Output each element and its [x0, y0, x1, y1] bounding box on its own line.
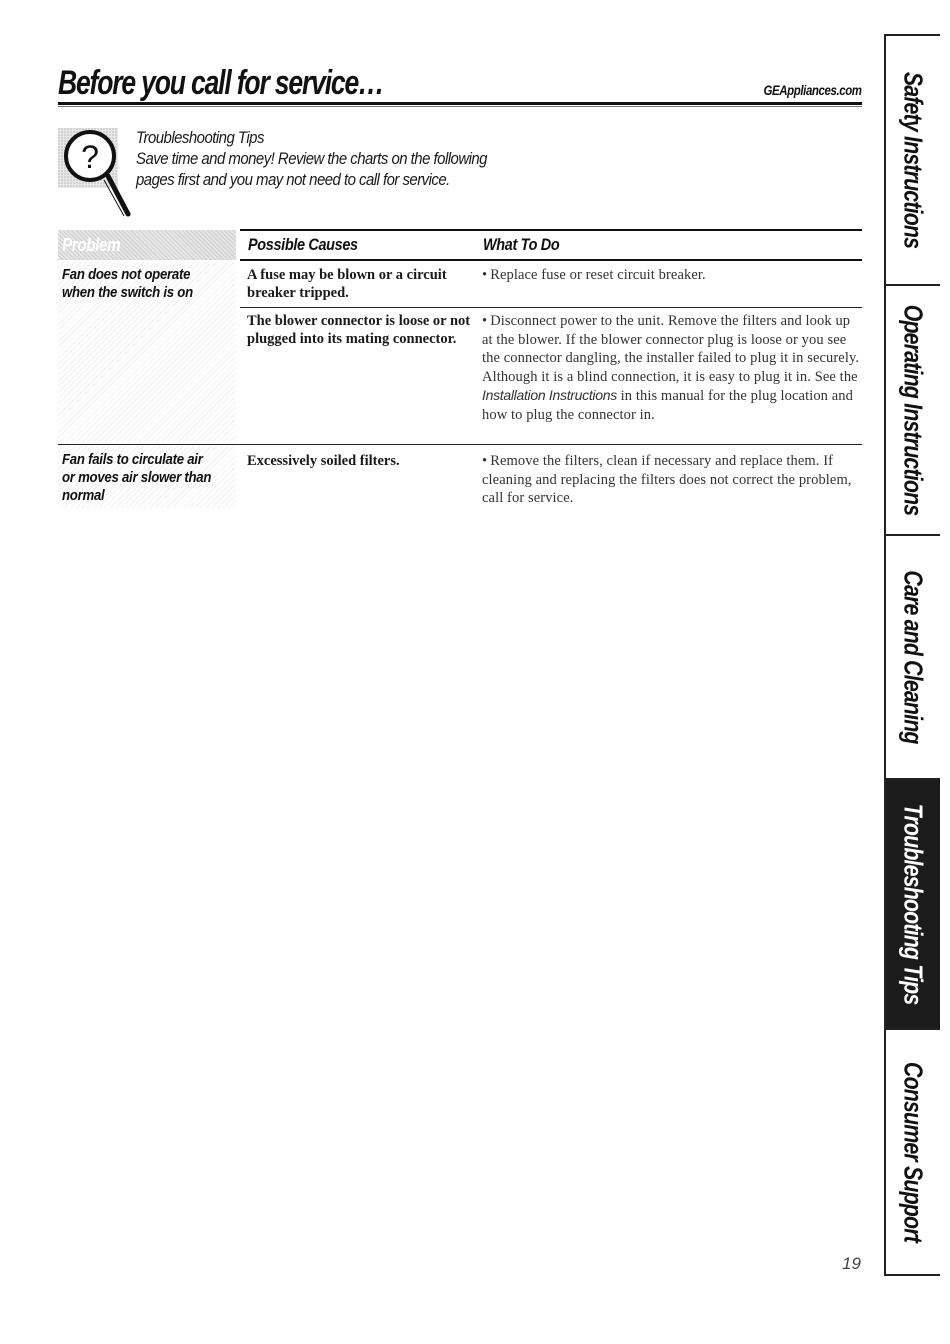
tab-troubleshooting-tips[interactable]	[884, 778, 940, 1030]
tab-label: Consumer Support	[898, 1062, 929, 1242]
tab-safety-instructions[interactable]	[884, 34, 940, 286]
problem-fan-not-operate: Fan does not operate when the switch is on	[62, 266, 193, 301]
header-rule-thin	[58, 106, 862, 107]
tab-care-and-cleaning[interactable]	[884, 534, 940, 780]
todo-remove-filters: • Remove the filters, clean if necessary and replace them. If cleaning and replacing the filters does not correct the problem, call for service.	[482, 453, 852, 507]
todo-text: Remove the filters, clean if necessary and replace them. If cleaning and replacing the filters does not correct the problem, call for service.	[482, 453, 852, 507]
tips-line-1: Save time and money! Review the charts on the following	[136, 149, 487, 168]
tab-consumer-support[interactable]	[884, 1028, 940, 1276]
header-under-rule	[240, 259, 862, 261]
todo-italic-ref: Installation Instructions	[482, 387, 617, 404]
problem-column-header	[58, 230, 236, 260]
row-divider	[240, 307, 862, 308]
tips-intro	[136, 127, 506, 190]
todo-text-end: in this manual for the plug location and how to plug the connector in.	[482, 388, 853, 423]
header-rule	[58, 102, 862, 105]
possible-causes-header: Possible Causes	[248, 235, 358, 254]
problem-header-label: Problem	[62, 235, 121, 255]
tab-label: Operating Instructions	[898, 304, 929, 516]
todo-text: Replace fuse or reset circuit breaker.	[490, 267, 706, 283]
todo-replace-fuse: • Replace fuse or reset circuit breaker.	[482, 267, 706, 283]
tab-operating-instructions[interactable]	[884, 284, 940, 536]
what-to-do-header: What To Do	[483, 235, 560, 254]
tips-heading: Troubleshooting Tips	[136, 128, 264, 147]
cause-soiled-filters: Excessively soiled filters.	[247, 453, 400, 469]
todo-text-start: Disconnect power to the unit. Remove the filters and look up at the blower. If the blower connector plug is loose or you see the connector dangling, the installer failed to plug it in securely. Although it is a blind connection, it is easy to plug it in. See the	[482, 313, 860, 385]
table-top-rule	[240, 229, 862, 231]
tab-label: Care and Cleaning	[898, 570, 929, 744]
row-divider	[58, 444, 862, 445]
tab-label: Safety Instructions	[898, 71, 929, 249]
svg-text:?: ?	[81, 139, 99, 175]
tab-label: Troubleshooting Tips	[898, 803, 929, 1005]
todo-disconnect-power: • Disconnect power to the unit. Remove the filters and look up at the blower. If the blower connector plug is loose or you see the connector dangling, the installer failed to plug it in securely. Although it is a blind connection, it is easy to plug it in. See the Installation Instructions in this manual for the plug location and how to plug the connector in.	[482, 313, 860, 423]
page-title: Before you call for service…	[58, 64, 384, 102]
cause-blower-connector: The blower connector is loose or not plugged into its mating connector.	[247, 313, 471, 347]
website-url[interactable]: GEAppliances.com	[763, 82, 862, 98]
tips-line-2: pages first and you may not need to call for service.	[136, 170, 450, 189]
question-magnifier-icon	[58, 128, 140, 218]
cause-fuse-blown: A fuse may be blown or a circuit breaker tripped.	[247, 267, 447, 301]
page-number: 19	[842, 1254, 861, 1273]
problem-fan-fails-circulate: Fan fails to circulate air or moves air slower than normal	[62, 451, 212, 504]
